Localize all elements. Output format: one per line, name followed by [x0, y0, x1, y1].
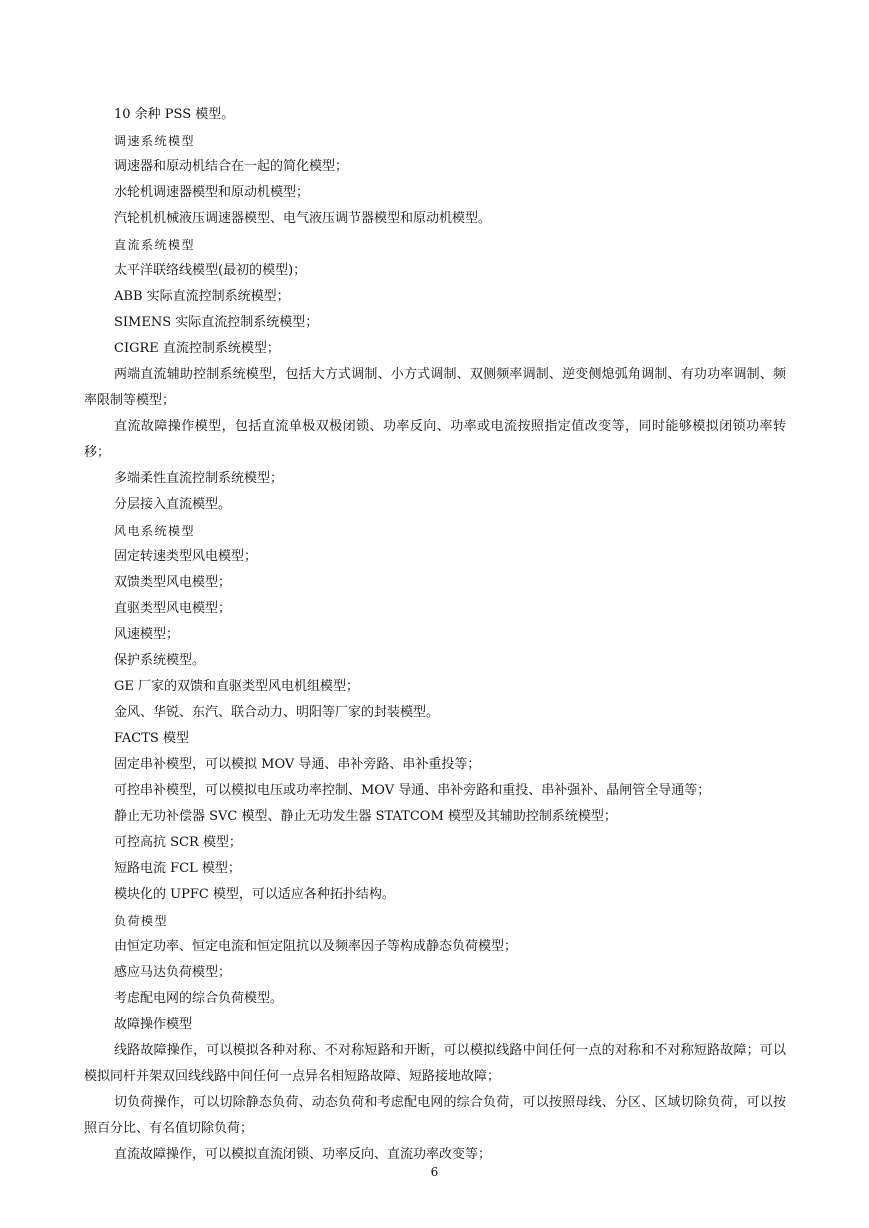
page-body — [84, 102, 786, 1168]
text-line: 多端柔性直流控制系统模型； — [114, 471, 284, 486]
paragraph: 切负荷操作，可以切除静态负荷、动态负荷和考虑配电网的综合负荷，可以按照母线、分区、区域切除负荷，可以按照百分比、有名值切除负荷； — [84, 1095, 786, 1136]
text-line: SIMENS 实际直流控制系统模型； — [114, 315, 319, 330]
text-line: 由恒定功率、恒定电流和恒定阻抗以及频率因子等构成静态负荷模型； — [114, 939, 518, 954]
text-line: 感应马达负荷模型； — [114, 965, 232, 980]
text-line: 太平洋联络线模型(最初的模型)； — [114, 263, 307, 278]
text-line: 短路电流 FCL 模型； — [114, 861, 241, 876]
text-line: 汽轮机机械液压调速器模型、电气液压调节器模型和原动机模型。 — [114, 211, 492, 226]
paragraph: 两端直流辅助控制系统模型，包括大方式调制、小方式调制、双侧频率调制、逆变侧熄弧角调制、有功功率调制、频率限制等模型； — [84, 367, 786, 408]
text-line: 考虑配电网的综合负荷模型。 — [114, 991, 284, 1006]
text-line: 调速器和原动机结合在一起的简化模型； — [114, 159, 349, 174]
text-line: GE 厂家的双馈和直驱类型风电机组模型； — [114, 679, 360, 694]
paragraph: 线路故障操作，可以模拟各种对称、不对称短路和开断，可以模拟线路中间任何一点的对称和不对称短路故障；可以模拟同杆并架双回线线路中间任何一点异名相短路故障、短路接地故障； — [84, 1043, 786, 1084]
text-line: CIGRE 直流控制系统模型； — [114, 341, 280, 356]
page-number: 6 — [430, 1165, 439, 1179]
text-line: 双馈类型风电模型； — [114, 575, 232, 590]
text-line: 模块化的 UPFC 模型，可以适应各种拓扑结构。 — [114, 887, 395, 902]
section-heading-fault: 故障操作模型 — [114, 1017, 193, 1032]
text-line: 10 余种 PSS 模型。 — [114, 107, 235, 122]
text-line: 固定串补模型，可以模拟 MOV 导通、串补旁路、串补重投等； — [114, 757, 481, 772]
text-line: 保护系统模型。 — [114, 653, 206, 668]
text-line: 分层接入直流模型。 — [114, 497, 232, 512]
text-line: 水轮机调速器模型和原动机模型； — [114, 185, 310, 200]
text-line: 可控串补模型，可以模拟电压或功率控制、MOV 导通、串补旁路和重投、串补强补、晶闸管全导通等； — [114, 783, 711, 798]
text-line: 固定转速类型风电模型； — [114, 549, 258, 564]
section-heading-governor: 调速系统模型 — [114, 134, 196, 148]
text-line: 可控高抗 SCR 模型； — [114, 835, 242, 850]
section-heading-facts: FACTS 模型 — [114, 731, 189, 746]
text-line: 金风、华锐、东汽、联合动力、明阳等厂家的封装模型。 — [114, 705, 440, 720]
section-heading-dc: 直流系统模型 — [114, 238, 196, 252]
text-line: 风速模型； — [114, 627, 180, 642]
text-line: ABB 实际直流控制系统模型； — [114, 289, 290, 304]
text-line: 静止无功补偿器 SVC 模型、静止无功发生器 STATCOM 模型及其辅助控制系统模型； — [114, 809, 617, 824]
paragraph: 直流故障操作模型，包括直流单极双极闭锁、功率反向、功率或电流按照指定值改变等，同时能够模拟闭锁功率转移； — [84, 419, 786, 460]
section-heading-wind: 风电系统模型 — [114, 524, 196, 538]
text-line: 直驱类型风电模型； — [114, 601, 232, 616]
section-heading-load: 负荷模型 — [114, 914, 169, 928]
text-line: 直流故障操作，可以模拟直流闭锁、功率反向、直流功率改变等； — [114, 1147, 492, 1162]
